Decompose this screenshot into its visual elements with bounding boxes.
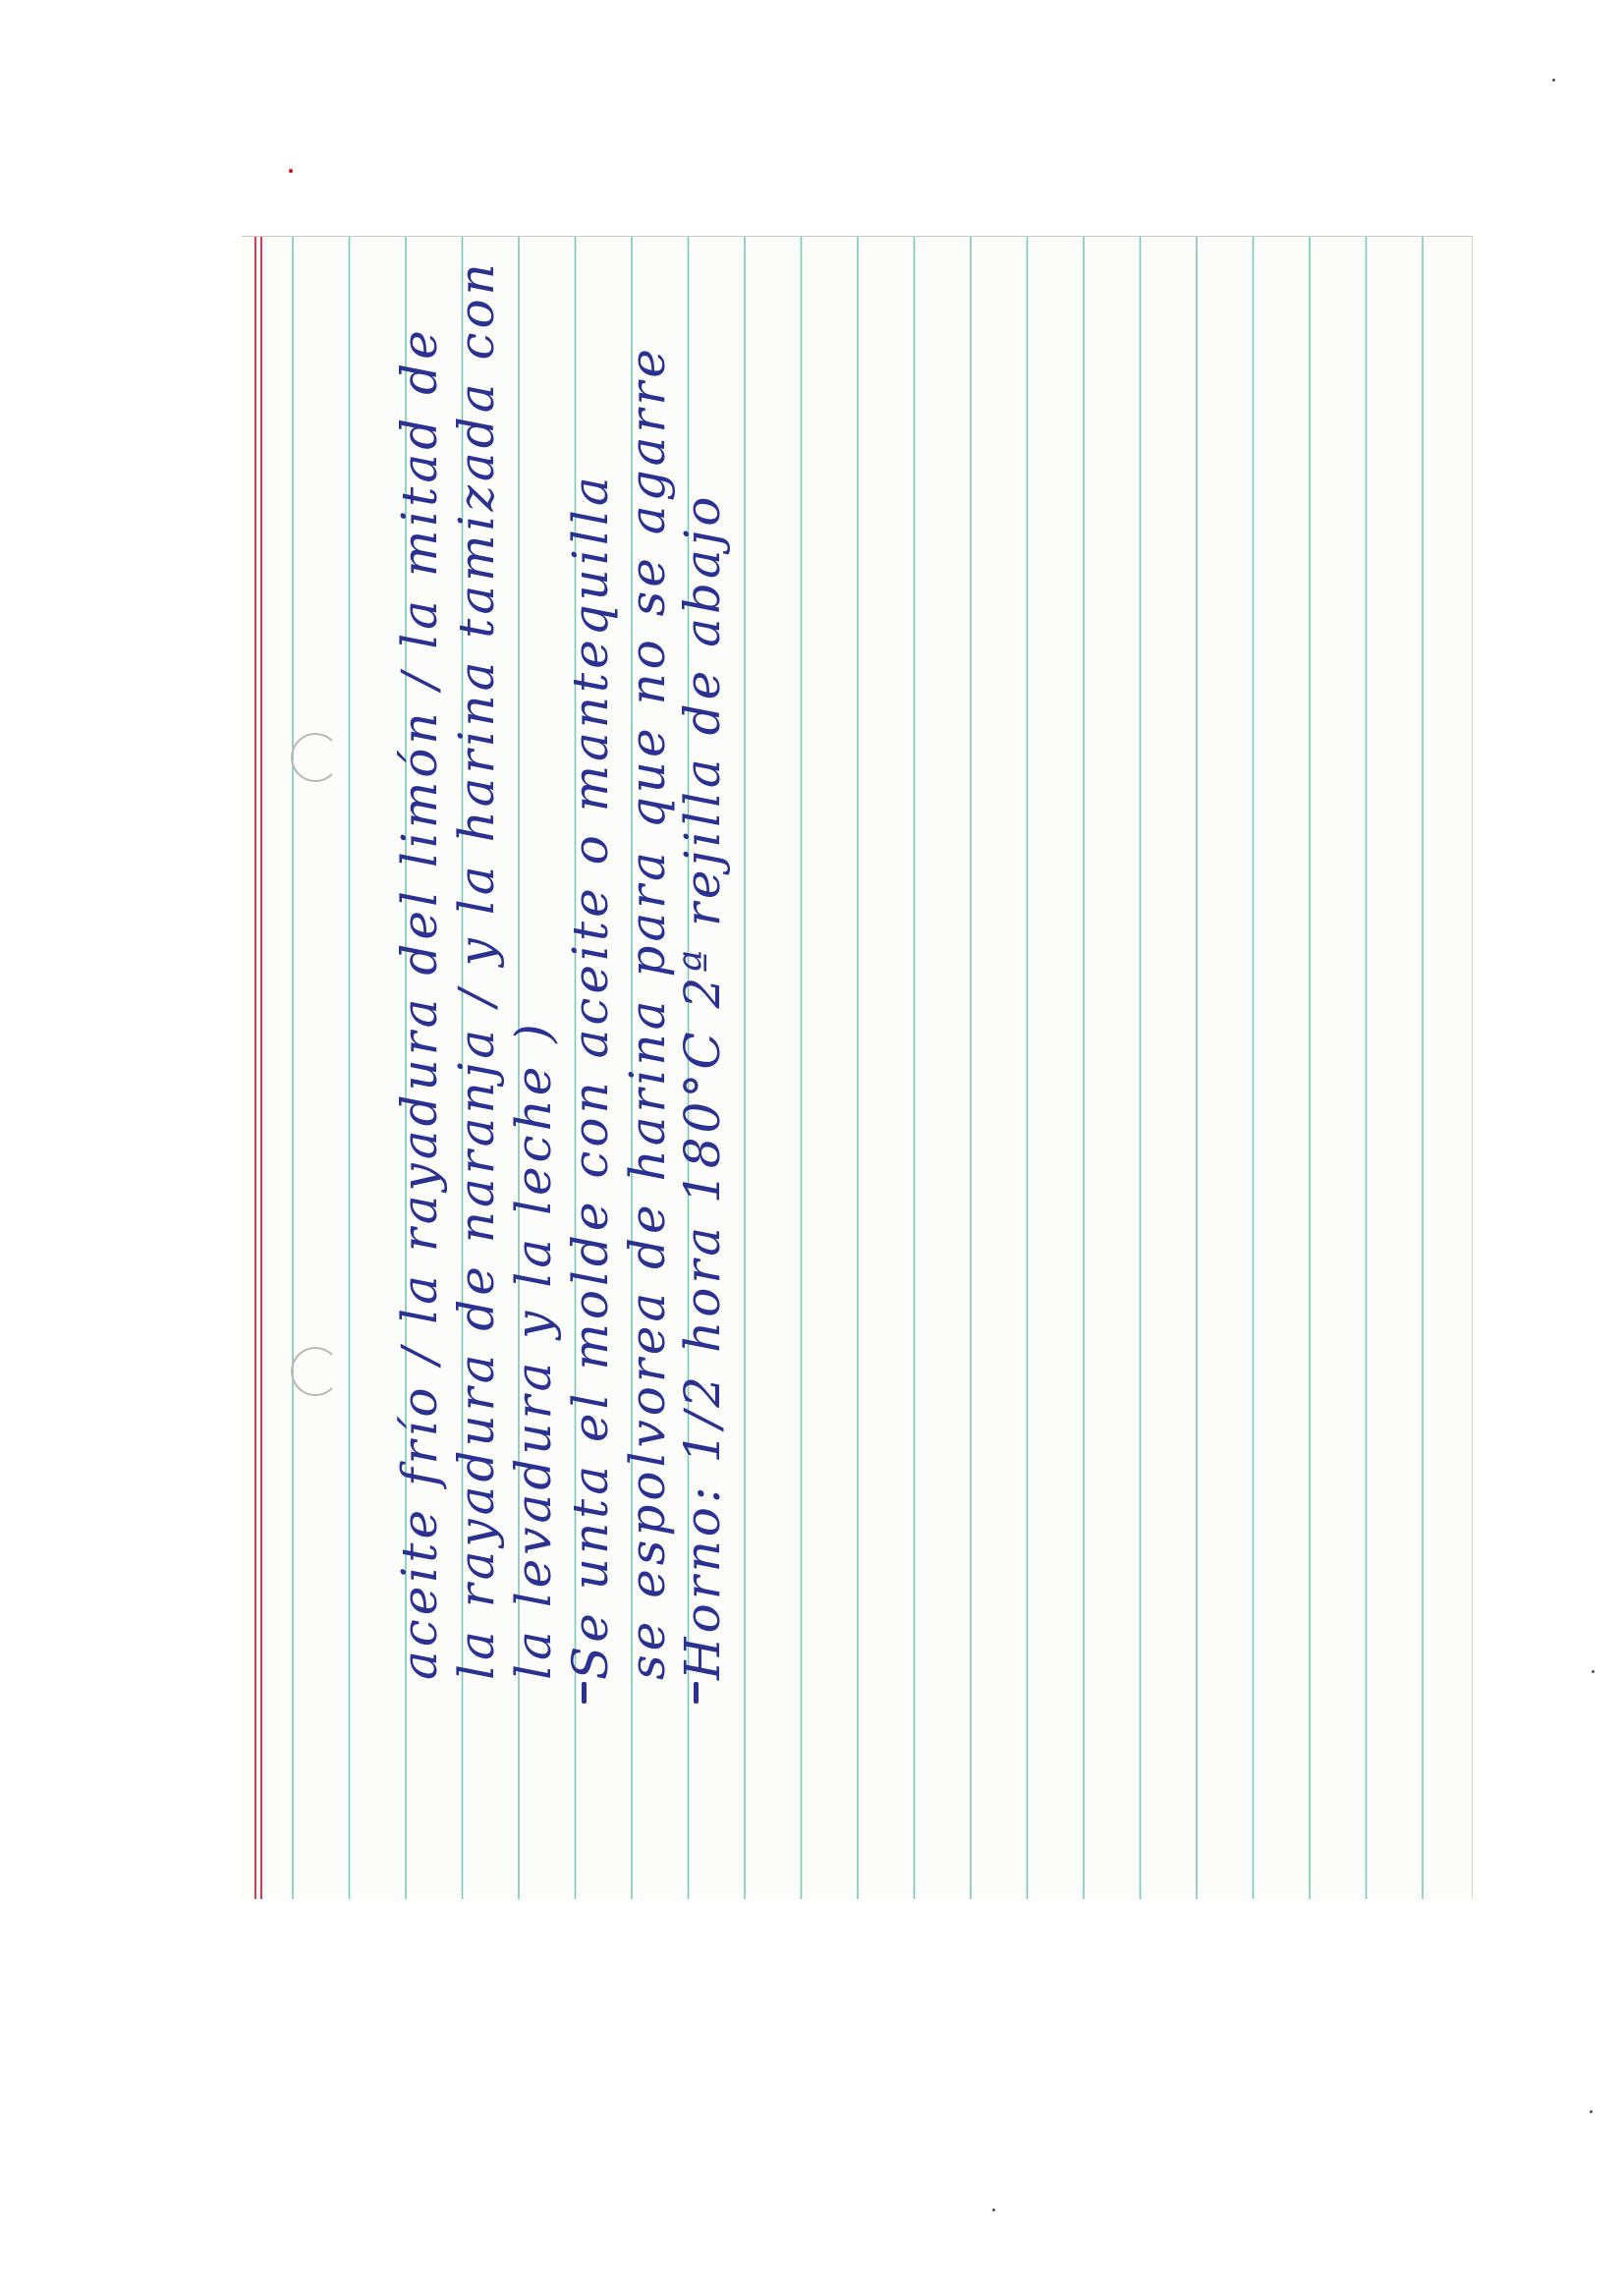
red-speck bbox=[289, 169, 293, 173]
handwriting-layer bbox=[242, 236, 1472, 1898]
bullet-dash bbox=[694, 1682, 699, 1704]
handwritten-line: se espolvorea de harina para que no se agarre bbox=[619, 345, 676, 1680]
handwritten-line: Horno: 1/2 hora 180°C 2ª rejilla de abajo bbox=[674, 492, 731, 1680]
handwritten-line: aceite frío / la rayadura del limón / la mitad de bbox=[391, 326, 448, 1680]
handwritten-line: la levadura y la leche ) bbox=[505, 1020, 562, 1680]
bullet-dash bbox=[582, 1682, 587, 1704]
handwritten-line: Se unta el molde con aceite o mantequilla bbox=[562, 473, 619, 1680]
handwritten-line: la rayadura de naranja / y la harina tamizada con bbox=[448, 259, 505, 1680]
dust-speck bbox=[1552, 79, 1555, 82]
dust-speck bbox=[1590, 2110, 1593, 2113]
dust-speck bbox=[1592, 1670, 1595, 1673]
dust-speck bbox=[992, 2209, 995, 2211]
